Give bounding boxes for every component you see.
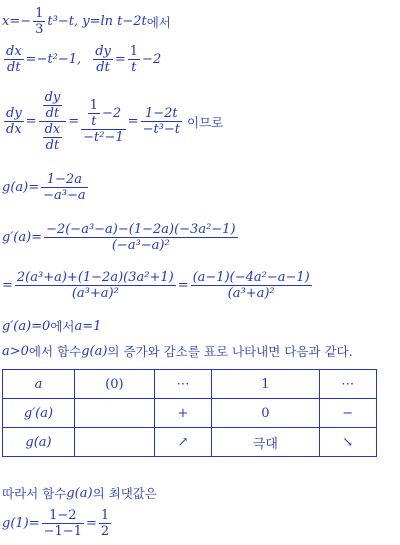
- dy-dx-fraction: [4, 106, 24, 137]
- table-row: [3, 399, 377, 428]
- fraction-numerator: 1: [35, 6, 44, 21]
- g-prime-fraction: [44, 222, 237, 253]
- g-lhs: g(a)=: [2, 180, 40, 195]
- table-cell: −: [319, 399, 377, 428]
- table-cell: ⋯: [319, 370, 377, 399]
- dy-dx-line: $\frac{dy}{dx}$ = $\frac{\frac{dy}{dt}}{\frac{dx}{dt}}$ = $\frac{1}{t}$ −2 −t²−1 = $\frac{1-2t}{\text{−t³−t}}$ 이므로: [6, 90, 224, 153]
- fraction-denominator: (a³+a)²: [71, 286, 119, 301]
- text-suffix: 에서: [146, 14, 171, 30]
- table-cell: 1: [212, 370, 319, 399]
- g-derivative: [2, 222, 240, 253]
- equals-sign: =: [2, 278, 13, 293]
- fraction-numerator: (a−1)(−4a²−a−1): [192, 270, 310, 285]
- text-sentence: 의 증가와 감소를 표로 나타내면 다음과 같다.: [107, 344, 353, 359]
- equals-sign: =: [114, 52, 126, 67]
- fraction-denominator: (a³+a)²: [227, 286, 275, 301]
- table-header-cell: a: [3, 370, 75, 399]
- g-one-lhs: g(1)=: [2, 516, 40, 531]
- fraction-denominator: dt: [45, 106, 60, 121]
- equation-rest: t³−t, y=ln t−2t: [47, 14, 147, 29]
- expanded-fraction: [15, 270, 176, 301]
- compound-denominator: [39, 122, 67, 153]
- g-prime-lhs: g′(a)=: [2, 230, 43, 245]
- g-a-expr: g(a): [66, 485, 93, 501]
- fraction-numerator: dy: [95, 44, 111, 59]
- fraction-numerator: 1−2t: [144, 106, 178, 121]
- g-definition: [2, 172, 90, 203]
- table-cell: 극대: [212, 428, 319, 457]
- fraction-numerator: dx: [44, 122, 61, 137]
- table-row: [3, 428, 377, 457]
- fraction-numerator: 1: [100, 508, 110, 523]
- a-positive: a>0: [2, 343, 29, 359]
- critical-point-line: [2, 317, 101, 335]
- g-derivative-simplified: [2, 270, 314, 301]
- fraction-numerator: 1: [129, 44, 139, 59]
- fraction-numerator: 1−2a: [46, 172, 82, 187]
- fraction-numerator: −2(−a³−a)−(1−2a)(−3a²−1): [46, 222, 236, 237]
- fraction-denominator: 2: [100, 524, 110, 539]
- table-cell: 0: [212, 399, 319, 428]
- table-cell: [75, 399, 155, 428]
- parametric-definition: [2, 6, 171, 37]
- fraction-denominator: −1−1: [43, 524, 82, 539]
- substituted-numerator: [84, 98, 123, 129]
- g-fraction: [41, 172, 88, 203]
- minus-two: −2: [142, 52, 162, 67]
- fraction-denominator: dx: [6, 122, 22, 137]
- fraction-denominator: t: [131, 60, 137, 75]
- conclusion-line: [2, 484, 157, 502]
- substituted-fraction: [81, 98, 126, 145]
- text-suffix: 이므로: [187, 114, 224, 130]
- fraction-numerator: dx: [6, 44, 22, 59]
- fraction-denominator: 3: [35, 22, 44, 37]
- one-over-t-fraction: [128, 44, 140, 75]
- table-header-cell: g(a): [3, 428, 75, 457]
- fraction-denominator: dt: [45, 138, 60, 153]
- x-equation-start: x=−: [2, 14, 32, 29]
- equals-sign: =: [177, 278, 189, 293]
- equals-sign: =: [85, 516, 97, 531]
- table-cell: ⋯: [154, 370, 211, 399]
- text-connector: 따라서 함수: [2, 486, 67, 501]
- fraction-denominator: (−a³−a)²: [111, 238, 170, 253]
- decreasing-arrow-icon: ↘: [319, 428, 377, 457]
- dx-dt-fraction: [43, 122, 63, 153]
- fraction-numerator: 1−2: [49, 508, 77, 523]
- dy-dt-fraction: [93, 44, 113, 75]
- compound-numerator: [39, 90, 67, 121]
- text-connector: 에서 함수: [28, 344, 82, 359]
- fraction-numerator: dy: [44, 90, 61, 105]
- g-a-expr: g(a): [81, 343, 108, 359]
- increase-decrease-table: [2, 369, 377, 457]
- derivatives-line: [2, 44, 161, 75]
- fraction-denominator: dt: [96, 60, 110, 75]
- fraction-numerator: 2(a³+a)+(1−2a)(3a²+1): [16, 270, 174, 285]
- dy-dt-fraction: [43, 90, 63, 121]
- dx-dt-fraction: [4, 44, 24, 75]
- fraction-denominator: t: [91, 114, 97, 129]
- fraction-numerator: 1: [89, 98, 98, 113]
- table-cell: (0): [75, 370, 155, 399]
- max-value-line: [2, 508, 113, 539]
- table-header-cell: g′(a): [3, 399, 75, 428]
- fraction-denominator: −t³−t: [142, 122, 181, 137]
- fraction-denominator: −a³−a: [43, 188, 86, 203]
- table-cell: +: [154, 399, 211, 428]
- g-prime-zero: g′(a)=0: [2, 318, 51, 334]
- result-fraction: [99, 508, 111, 539]
- simplified-fraction: [141, 106, 182, 137]
- minus-two: −2: [101, 106, 122, 121]
- one-over-t-fraction: [88, 98, 100, 129]
- fraction-denominator: −t²−1: [83, 130, 124, 145]
- factored-fraction: [191, 270, 312, 301]
- fraction-numerator: dy: [6, 106, 22, 121]
- a-equals-one: a=1: [74, 318, 102, 334]
- evaluation-fraction: [42, 508, 84, 539]
- table-cell: [75, 428, 155, 457]
- compound-fraction: [39, 90, 67, 153]
- one-third-fraction: [33, 6, 45, 37]
- table-row: [3, 370, 377, 399]
- fraction-denominator: dt: [7, 60, 21, 75]
- text-sentence: 의 최댓값은: [92, 486, 157, 501]
- increasing-arrow-icon: ↗: [154, 428, 211, 457]
- text-connector: 에서: [50, 319, 75, 334]
- table-intro: [2, 342, 353, 360]
- dx-dt-value: =−t²−1,: [25, 52, 82, 67]
